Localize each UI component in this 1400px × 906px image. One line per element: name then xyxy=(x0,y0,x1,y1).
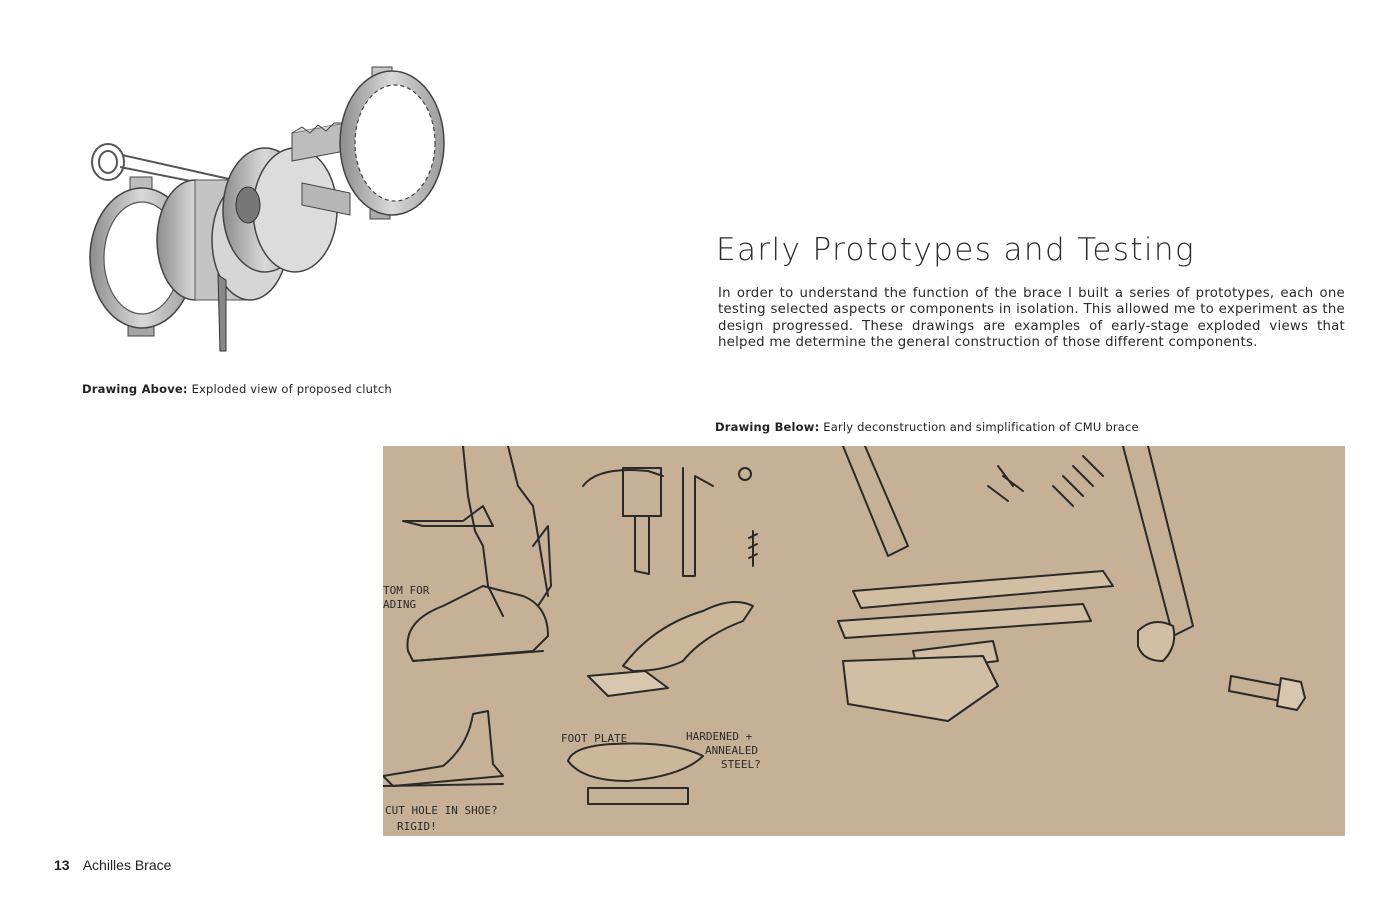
intro-paragraph: In order to understand the function of the brace I built a series of prototypes, each one testing selected aspects or components in isolation. This allowed me to experiment as the design progressed. These drawings are examples of early-stage exploded views that helped me determine the general construction of those different components. xyxy=(718,286,1345,350)
annotation-bottom-for-loading: TOM FOR ADING xyxy=(383,584,430,611)
caption-above-label: Drawing Above: xyxy=(82,382,188,396)
page-number: 13 xyxy=(54,857,70,873)
caption-below-label: Drawing Below: xyxy=(715,420,820,434)
brace-sketch-drawing xyxy=(383,446,1345,836)
page-footer xyxy=(54,857,171,873)
annotation-annealed: ANNEALED xyxy=(705,744,758,757)
kraft-paper-background xyxy=(383,446,1345,836)
annotation-rigid: RIGID! xyxy=(397,820,437,833)
caption-drawing-below xyxy=(715,420,1139,434)
annotation-foot-plate: FOOT PLATE xyxy=(561,732,628,745)
caption-below-text: Early deconstruction and simplification of CMU brace xyxy=(823,420,1139,434)
annotation-steel: STEEL? xyxy=(721,758,761,771)
annotation-hardened: HARDENED + xyxy=(686,730,753,743)
outer-ring-part xyxy=(340,67,444,219)
caption-above-text: Exploded view of proposed clutch xyxy=(191,382,392,396)
ratchet-disc-part xyxy=(223,148,337,272)
annotation-cut-hole: CUT HOLE IN SHOE? xyxy=(385,804,498,817)
document-title: Achilles Brace xyxy=(82,857,172,873)
caption-drawing-above xyxy=(82,382,392,396)
clutch-exploded-drawing xyxy=(70,55,470,365)
page-title: Early Prototypes and Testing xyxy=(716,232,1195,268)
